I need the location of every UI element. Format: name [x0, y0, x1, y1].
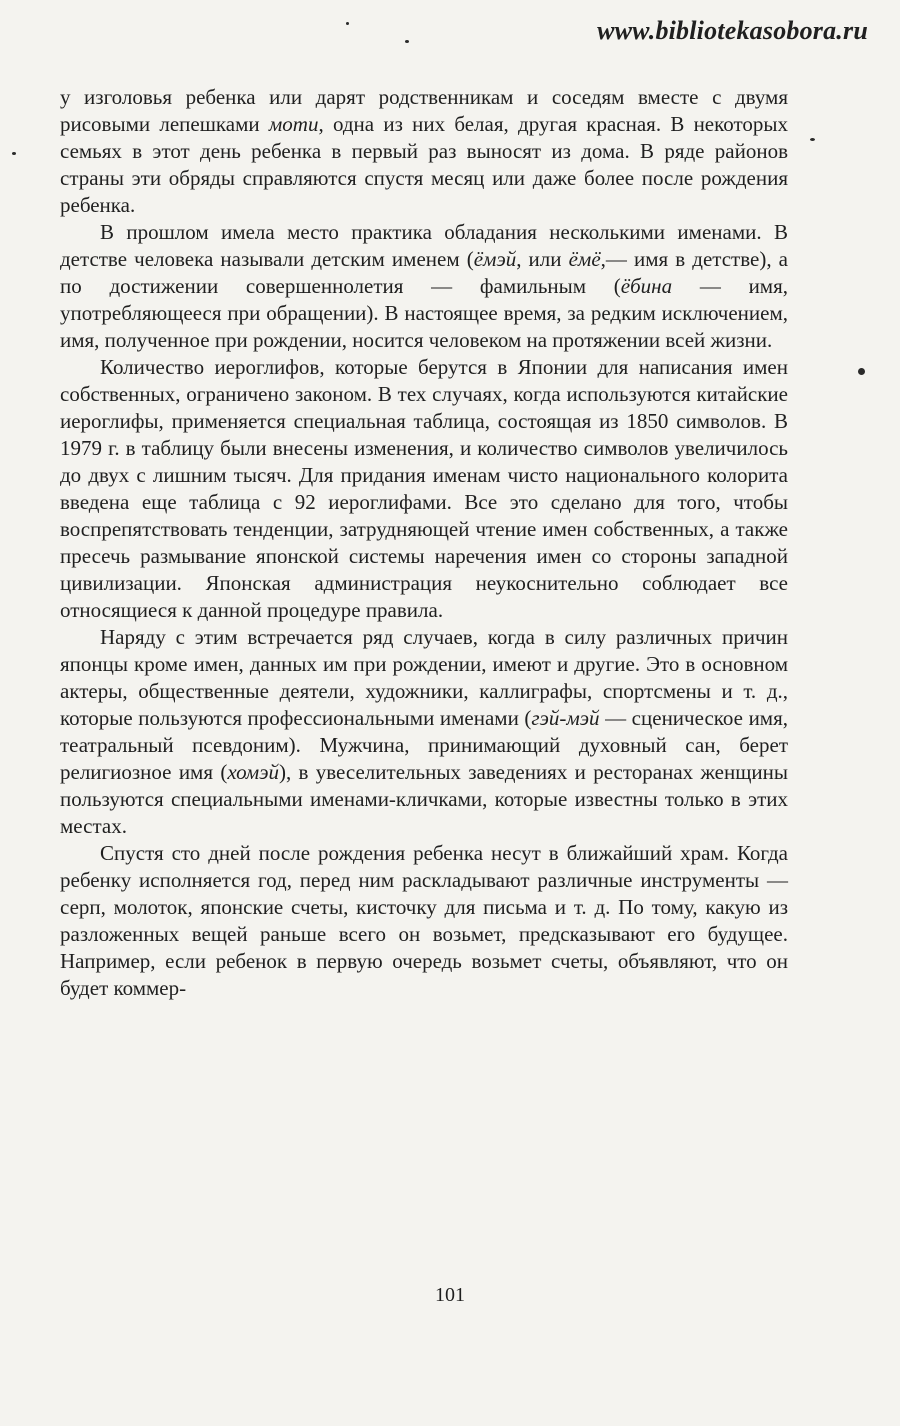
- italic-term: моти: [268, 112, 319, 136]
- text-segment: Спустя сто дней после рождения ребенка несут в ближайший храм. Когда ребенку исполняется год, перед ним раскладывают различные инструменты — серп, молоток, японские счеты, кисточку для письма и т. д. По тому, какую из разложенных вещей раньше всего он возьмет, предсказывают его будущее. Например, если ребенок в первую очередь возьмет счеты, объявляют, что он будет коммер-: [60, 841, 788, 1000]
- text-segment: В прошлом имела место практика обладания несколькими именами. В детстве человека называли детским именем (: [60, 220, 788, 271]
- paragraph-3: [60, 354, 788, 624]
- scan-speck: [405, 40, 409, 43]
- italic-term: гэй-мэй: [531, 706, 600, 730]
- scan-speck: [12, 152, 16, 155]
- paragraph-5: [60, 840, 788, 1002]
- page-body: [60, 84, 788, 1002]
- scan-speck: [346, 22, 349, 25]
- italic-term: ёмё: [568, 247, 601, 271]
- text-segment: , или: [516, 247, 569, 271]
- text-segment: Количество иероглифов, которые берутся в Японии для написания имен собственных, ограничено законом. В тех случаях, когда используются китайские иероглифы, применяется специальная таблица, состоящая из 1850 символов. В 1979 г. в таблицу были внесены изменения, и количество символов увеличилось до двух с лишним тысяч. Для придания именам чисто национального колорита введена еще таблица с 92 иероглифами. Все это сделано для того, чтобы воспрепятствовать тенденции, затрудняющей чтение имен собственных, а также пресечь размывание японской системы наречения имен со стороны западной цивилизации. Японская администрация неукоснительно соблюдает все относящиеся к данной процедуре правила.: [60, 355, 788, 622]
- italic-term: ёбина: [620, 274, 673, 298]
- text-segment: у изголовья ребенка или дарят родственникам и соседям вместе с двумя рисовыми лепешками: [60, 85, 788, 136]
- text-segment: ,— имя в детстве), а по достижении совершеннолетия — фамильным (: [60, 247, 788, 298]
- text-segment: — имя, употребляющееся при обращении). В настоящее время, за редким исключением, имя, полученное при рождении, носится человеком на протяжении всей жизни.: [60, 274, 789, 352]
- paragraph-2: [60, 219, 788, 354]
- scan-speck: [810, 138, 815, 141]
- italic-term: хомэй: [227, 760, 279, 784]
- italic-term: ёмэй: [473, 247, 517, 271]
- text-segment: ), в увеселительных заведениях и ресторанах женщины пользуются специальными именами-кличками, которые известны только в этих местах.: [60, 760, 788, 838]
- text-segment: — сценическое имя, театральный псевдоним). Мужчина, принимающий духовный сан, берет религиозное имя (: [60, 706, 789, 784]
- scan-speck: [858, 368, 865, 375]
- paragraph-1: [60, 84, 788, 219]
- text-segment: Наряду с этим встречается ряд случаев, когда в силу различных причин японцы кроме имен, данных им при рождении, имеют и другие. Это в основном актеры, общественные деятели, художники, каллиграфы, спортсмены и т. д., которые пользуются профессиональными именами (: [60, 625, 788, 730]
- text-segment: , одна из них белая, другая красная. В некоторых семьях в этот день ребенка в первый раз выносят из дома. В ряде районов страны эти обряды справляются спустя месяц или даже более после рождения ребенка.: [60, 112, 789, 217]
- page-number: 101: [435, 1284, 465, 1306]
- paragraph-4: [60, 624, 788, 840]
- site-watermark: www.bibliotekasobora.ru: [597, 16, 868, 45]
